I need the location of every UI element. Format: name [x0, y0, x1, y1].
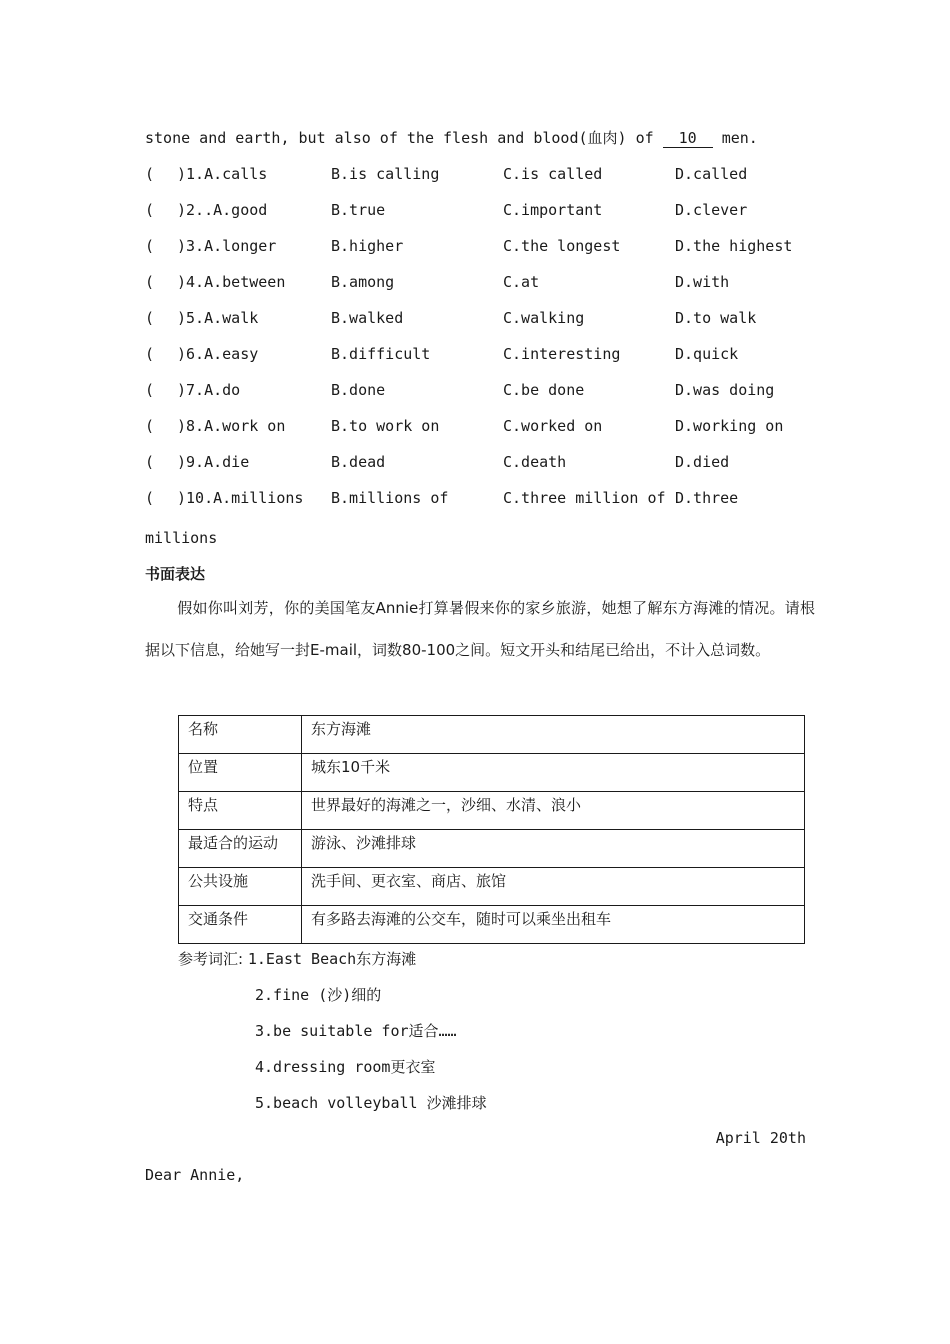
table-row: [179, 830, 805, 868]
answer-paren: (: [145, 453, 155, 471]
option-a: )7.A.do: [177, 381, 241, 399]
option-row: [145, 236, 845, 256]
table-key-cell: 公共设施: [179, 868, 302, 906]
vocab-line-1: [178, 949, 416, 969]
table-value-cell: 游泳、沙滩排球: [302, 830, 805, 868]
option-c: C.the longest: [503, 237, 621, 255]
wrapped-option-text: millions: [145, 529, 218, 547]
option-c: C.is called: [503, 165, 603, 183]
option-b: B.true: [331, 201, 386, 219]
vocab-item: 3.be suitable for适合……: [255, 1022, 457, 1040]
option-d: D.died: [675, 453, 730, 471]
info-table: [178, 715, 805, 944]
letter-greeting: Dear Annie,: [145, 1166, 245, 1184]
option-c: C.death: [503, 453, 567, 471]
option-a: )2..A.good: [177, 201, 268, 219]
option-a: )10.A.millions: [177, 489, 304, 507]
table-key-cell: 特点: [179, 792, 302, 830]
option-b: B.is calling: [331, 165, 440, 183]
option-b: B.higher: [331, 237, 404, 255]
table-row: [179, 716, 805, 754]
vocab-item: 1.East Beach东方海滩: [247, 950, 417, 968]
writing-prompt-text: 假如你叫刘芳，你的美国笔友Annie打算暑假来你的家乡旅游，她想了解东方海滩的情况。请根据以下信息，给她写一封E-mail，词数80-100之间。短文开头和结尾已给出，不计入总词数。: [145, 599, 815, 659]
answer-paren: (: [145, 309, 155, 327]
option-row: [145, 344, 845, 364]
table-value-cell: 世界最好的海滩之一，沙细、水清、浪小: [302, 792, 805, 830]
option-d: D.was doing: [675, 381, 775, 399]
option-row: [145, 488, 845, 508]
cloze-blank: 10: [663, 130, 713, 148]
letter-date: April 20th: [715, 1129, 806, 1147]
option-d: D.with: [675, 273, 730, 291]
option-row: [145, 200, 845, 220]
vocab-label: 参考词汇:: [178, 950, 248, 968]
table-key-cell: 位置: [179, 754, 302, 792]
option-row: [145, 416, 845, 436]
option-d: D.the highest: [675, 237, 793, 255]
table-value-cell: 洗手间、更衣室、商店、旅馆: [302, 868, 805, 906]
option-row: [145, 272, 845, 292]
option-a: )4.A.between: [177, 273, 286, 291]
option-c: C.worked on: [503, 417, 603, 435]
vocab-item: 5.beach volleyball 沙滩排球: [255, 1094, 487, 1112]
option-b: B.walked: [331, 309, 404, 327]
option-d: D.quick: [675, 345, 739, 363]
table-row: [179, 868, 805, 906]
answer-paren: (: [145, 489, 155, 507]
answer-paren: (: [145, 237, 155, 255]
answer-paren: (: [145, 417, 155, 435]
vocab-item: 2.fine (沙)细的: [255, 986, 382, 1004]
option-b: B.difficult: [331, 345, 431, 363]
option-d: D.working on: [675, 417, 784, 435]
option-a: )5.A.walk: [177, 309, 259, 327]
option-row: [145, 380, 845, 400]
cloze-passage-line: [145, 128, 758, 148]
answer-paren: (: [145, 345, 155, 363]
answer-paren: (: [145, 201, 155, 219]
option-b: B.dead: [331, 453, 386, 471]
option-c: C.three million of: [503, 489, 666, 507]
option-a: )6.A.easy: [177, 345, 259, 363]
option-a: )8.A.work on: [177, 417, 286, 435]
option-b: B.among: [331, 273, 395, 291]
option-c: C.be done: [503, 381, 585, 399]
answer-paren: (: [145, 165, 155, 183]
table-value-cell: 有多路去海滩的公交车，随时可以乘坐出租车: [302, 906, 805, 944]
option-b: B.done: [331, 381, 386, 399]
table-key-cell: 最适合的运动: [179, 830, 302, 868]
option-b: B.millions of: [331, 489, 449, 507]
option-c: C.walking: [503, 309, 585, 327]
option-row: [145, 164, 845, 184]
option-c: C.important: [503, 201, 603, 219]
writing-prompt: [145, 587, 815, 671]
option-b: B.to work on: [331, 417, 440, 435]
table-key-cell: 名称: [179, 716, 302, 754]
table-row: [179, 754, 805, 792]
option-d: D.clever: [675, 201, 748, 219]
section-heading: 书面表达: [145, 565, 206, 583]
option-c: C.at: [503, 273, 540, 291]
cloze-text-before: stone and earth, but also of the flesh and blood(血肉) of: [145, 129, 663, 147]
vocab-item: 4.dressing room更衣室: [255, 1058, 436, 1076]
table-row: [179, 906, 805, 944]
option-row: [145, 452, 845, 472]
cloze-text-after: men.: [712, 129, 758, 147]
option-row: [145, 308, 845, 328]
table-value-cell: 东方海滩: [302, 716, 805, 754]
option-a: )3.A.longer: [177, 237, 277, 255]
table-row: [179, 792, 805, 830]
table-value-cell: 城东10千米: [302, 754, 805, 792]
option-a: )1.A.calls: [177, 165, 268, 183]
option-d: D.three: [675, 489, 739, 507]
answer-paren: (: [145, 273, 155, 291]
answer-paren: (: [145, 381, 155, 399]
option-a: )9.A.die: [177, 453, 250, 471]
option-d: D.to walk: [675, 309, 757, 327]
option-d: D.called: [675, 165, 748, 183]
option-c: C.interesting: [503, 345, 621, 363]
table-key-cell: 交通条件: [179, 906, 302, 944]
